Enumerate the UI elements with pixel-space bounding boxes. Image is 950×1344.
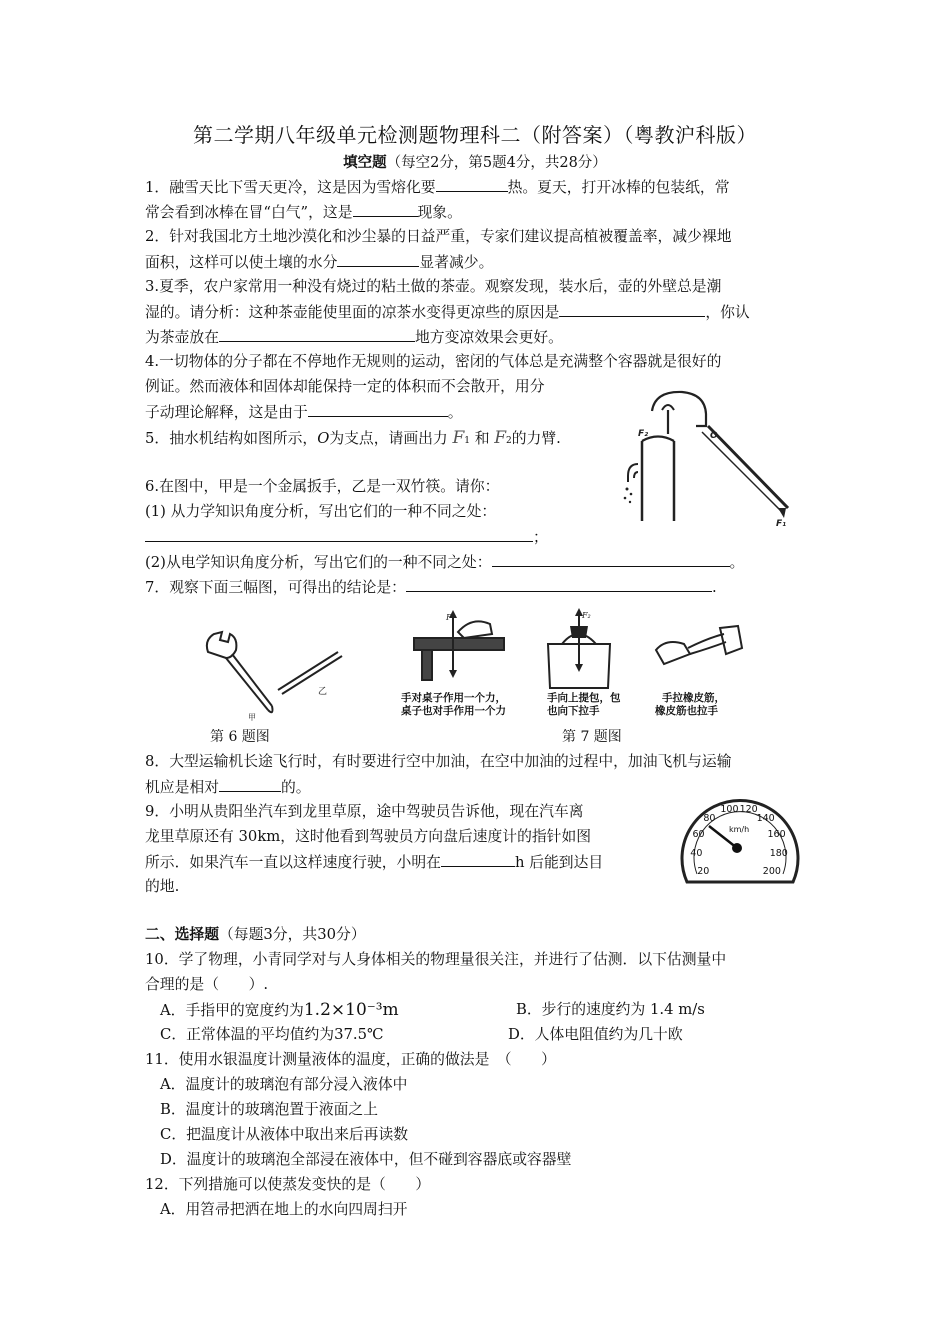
fig6-wrench-chopsticks: [198, 622, 398, 722]
fig7-p1-line2: 桌子也对手作用一个力: [401, 705, 506, 717]
q9-line2: 龙里草原还有 30km，这时他看到驾驶员方向盘后速度计的指针如图: [145, 828, 592, 845]
q9-line1: 9．小明从贵阳坐汽车到龙里草原，途中驾驶员告诉他，现在汽车离: [145, 803, 584, 820]
pump-figure: [610, 386, 810, 526]
q1-blank2[interactable]: [353, 202, 418, 217]
fig7-p2-line1: 手向上提包，包: [547, 692, 621, 704]
q10-line2: 合理的是（ ）.: [145, 976, 269, 993]
speedometer-tick-label: 120: [739, 804, 758, 816]
q6-line2: (1) 从力学知识角度分析，写出它们的一种不同之处：: [145, 503, 497, 520]
pump-label-o: O: [710, 431, 718, 441]
q3-line1: 3.夏季，农户家常用一种没有烧过的粘土做的茶壶。观察发现，装水后，壶的外壁总是潮: [145, 278, 722, 295]
speedometer: [675, 782, 805, 892]
speedometer-tick-label: 20: [697, 865, 710, 877]
q8-line2: 机应是相对 的。: [145, 779, 311, 796]
page-title: 第二学期八年级单元检测题物理科二（附答案）（粤教沪科版）: [193, 123, 757, 147]
q9-blank[interactable]: [441, 852, 515, 867]
q4-line3: 子动理论解释，这是由于 。: [145, 404, 463, 421]
q6-blank1[interactable]: [145, 527, 533, 542]
speedometer-tick-label: 160: [767, 829, 786, 840]
fig7-p1-f1: F₁: [446, 613, 455, 622]
pump-label-f1: F₁: [776, 519, 787, 526]
section1-heading: [0, 151, 950, 172]
speedometer-tick-label: 40: [690, 848, 703, 859]
q3-line3: 为茶壶放在 地方变凉效果会更好。: [145, 329, 563, 346]
speedometer-unit: km/h: [729, 825, 750, 834]
q12-option-a[interactable]: A．用笤帚把洒在地上的水向四周扫开: [160, 1201, 408, 1218]
q11-option-c[interactable]: C．把温度计从液体中取出来后再读数: [160, 1126, 409, 1143]
fig6-caption: 第 6 题图: [210, 729, 270, 745]
fig7-p2-f2: F₂: [582, 611, 591, 620]
fig7-p2-line2: 也向下拉手: [547, 705, 600, 717]
q10-option-c[interactable]: C．正常体温的平均值约为37.5℃: [160, 1026, 384, 1043]
q6-line3: ；: [145, 527, 548, 548]
section2-note: （每题3分，共30分）: [219, 926, 366, 943]
q3-blank1[interactable]: [559, 302, 705, 317]
q10-line1: 10．学了物理，小青同学对与人身体相关的物理量很关注，并进行了估测．以下估测量中: [145, 951, 727, 968]
q7-blank[interactable]: [406, 577, 712, 592]
q2-line2: 面积，这样可以使土壤的水分 显著减少。: [145, 254, 494, 271]
section1-note: （每空2分，第5题4分，共28分）: [386, 155, 607, 171]
speedometer-tick-label: 100: [720, 804, 739, 816]
section2-heading: [145, 925, 366, 945]
speedometer-tick-label: 140: [756, 813, 775, 825]
fig7-p3-line1: 手拉橡皮筋，: [662, 692, 725, 704]
q4-line2: 例证。然而液体和固体却能保持一定的体积而不会散开，用分: [145, 378, 545, 395]
q11-stem: 11．使用水银温度计测量液体的温度，正确的做法是 （ ）: [145, 1051, 556, 1068]
q8-line1: 8．大型运输机长途飞行时，有时要进行空中加油，在空中加油的过程中，加油飞机与运输: [145, 753, 732, 770]
speedometer-tick-label: 80: [703, 813, 716, 825]
q11-option-b[interactable]: B．温度计的玻璃泡置于液面之上: [160, 1101, 379, 1118]
fig6-label-yi: 乙: [318, 687, 328, 697]
fig7-p1-line1: 手对桌子作用一个力，: [401, 692, 506, 704]
q9-line3: 所示．如果汽车一直以这样速度行驶，小明在 h 后能到达目: [145, 854, 604, 871]
q6-line1: 6.在图中，甲是一个金属扳手，乙是一双竹筷。请你：: [145, 478, 500, 495]
fig6-label-jia: 甲: [248, 713, 256, 722]
q2-line1: 2．针对我国北方土地沙漠化和沙尘暴的日益严重，专家们建议提高植被覆盖率，减少裸地: [145, 228, 732, 245]
q4-blank[interactable]: [308, 402, 448, 417]
speedometer-tick-label: 60: [692, 829, 705, 840]
section1-title: 填空题: [343, 154, 387, 171]
fig7-p3-line2: 橡皮筋也拉手: [655, 705, 718, 717]
q12-stem: 12．下列措施可以使蒸发变快的是（ ）: [145, 1176, 431, 1193]
q11-option-a[interactable]: A．温度计的玻璃泡有部分浸入液体中: [160, 1076, 408, 1093]
q11-option-d[interactable]: D．温度计的玻璃泡全部浸在液体中，但不碰到容器底或容器壁: [160, 1151, 572, 1168]
q9-line4: 的地.: [145, 878, 180, 895]
q6-blank2[interactable]: [492, 552, 730, 567]
q1-line2: 常会看到冰棒在冒“白气”，这是 现象。: [145, 204, 462, 221]
q2-blank[interactable]: [337, 252, 419, 267]
fig7-caption: 第 7 题图: [562, 729, 622, 745]
q4-line1: 4.一切物体的分子都在不停地作无规则的运动，密闭的气体总是充满整个容器就是很好的: [145, 353, 722, 370]
q1-blank1[interactable]: [436, 177, 508, 192]
pump-label-f2: F₂: [638, 429, 649, 439]
q8-blank[interactable]: [219, 777, 281, 792]
q6-line4: (2)从电学知识角度分析，写出它们的一种不同之处： 。: [145, 554, 745, 571]
speedometer-tick-label: 180: [769, 848, 788, 859]
q7-line: 7．观察下面三幅图，可得出的结论是： .: [145, 579, 717, 596]
speedometer-tick-label: 200: [762, 865, 781, 877]
speedometer-ticks: [690, 804, 788, 877]
q10-option-b[interactable]: B．步行的速度约为 1.4 m/s: [516, 1001, 705, 1018]
q3-line2: 湿的。请分析：这种茶壶能使里面的凉茶水变得更凉些的原因是 ，你认: [145, 304, 750, 321]
q3-blank2[interactable]: [219, 327, 415, 342]
q10-option-a[interactable]: A．手指甲的宽度约为1.2×10⁻³m: [160, 1000, 399, 1020]
section2-title: 二、选择题: [145, 926, 219, 943]
q10-option-d[interactable]: D．人体电阻值约为几十欧: [508, 1026, 683, 1043]
q5-line: 5．抽水机结构如图所示，O为支点，请画出力 F1 和 F2的力臂.: [145, 428, 561, 448]
q1-line1: 1．融雪天比下雪天更冷，这是因为雪熔化要 热。夏天，打开冰棒的包装纸，常: [145, 179, 730, 196]
speedometer-hub: [732, 843, 742, 853]
